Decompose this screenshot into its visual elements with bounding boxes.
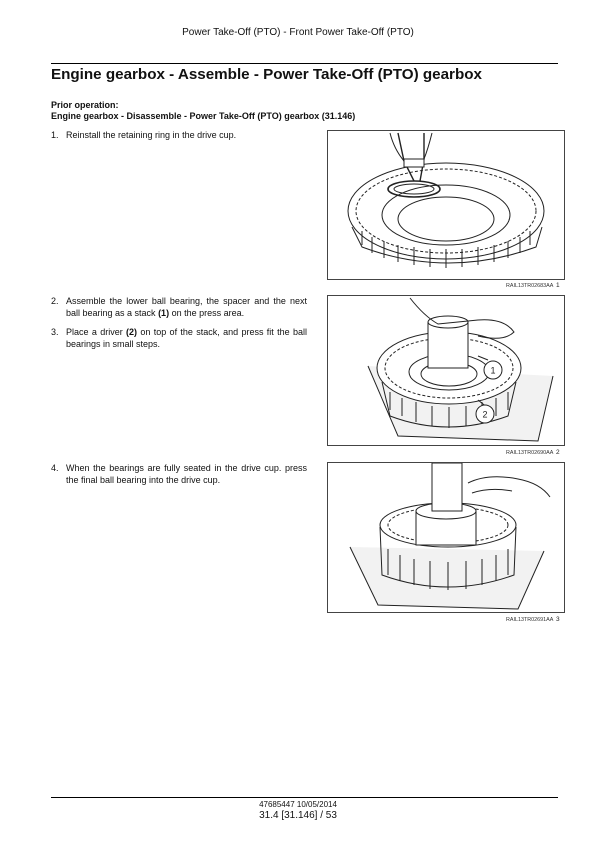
footer-rule — [51, 797, 558, 798]
footer-doc-ref: 47685447 10/05/2014 — [259, 800, 337, 809]
step-text: Place a driver (2) on top of the stack, and press fit the ball bearings in small steps. — [66, 327, 307, 349]
final-bearing-press-illustration — [328, 463, 564, 612]
page-title: Engine gearbox - Assemble - Power Take-Off (PTO) gearbox — [51, 66, 482, 83]
step-3 — [51, 327, 307, 350]
callout-1-label: 1 — [490, 365, 496, 376]
figure-2-illustration — [327, 295, 565, 446]
step-number: 1. — [51, 130, 59, 140]
figure-2-number: 2 — [556, 449, 560, 456]
figure-3-code: RAIL13TR02691AA — [506, 617, 554, 623]
step-number: 2. — [51, 296, 59, 306]
drive-cup-retaining-ring-illustration — [328, 131, 564, 279]
step-text: Reinstall the retaining ring in the drive cup. — [66, 130, 237, 140]
title-rule — [51, 63, 558, 64]
figure-3-number: 3 — [556, 616, 560, 623]
step-text: Assemble the lower ball bearing, the spacer and the next ball bearing as a stack (1) on the press area. — [66, 296, 307, 318]
callout-2-label: 2 — [482, 409, 488, 420]
step-number: 4. — [51, 463, 59, 473]
bearing-press-illustration — [328, 296, 564, 445]
step-2 — [51, 296, 307, 319]
step-1 — [51, 130, 307, 142]
figure-3-illustration — [327, 462, 565, 613]
footer-page-ref: 31.4 [31.146] / 53 — [259, 810, 337, 821]
prior-operation-link[interactable]: Engine gearbox - Disassemble - Power Take-Off (PTO) gearbox (31.146) — [51, 111, 356, 121]
running-header: Power Take-Off (PTO) - Front Power Take-Off (PTO) — [182, 27, 414, 38]
step-text: When the bearings are fully seated in the drive cup. press the final ball bearing into the drive cup. — [66, 463, 307, 485]
step-4 — [51, 463, 307, 486]
figure-1-illustration — [327, 130, 565, 280]
figure-2-code: RAIL13TR02690AA — [506, 450, 554, 456]
figure-1-code: RAIL13TR02683AA — [506, 283, 554, 289]
figure-1-number: 1 — [556, 282, 560, 289]
prior-operation-label: Prior operation: — [51, 100, 119, 110]
step-number: 3. — [51, 327, 59, 337]
